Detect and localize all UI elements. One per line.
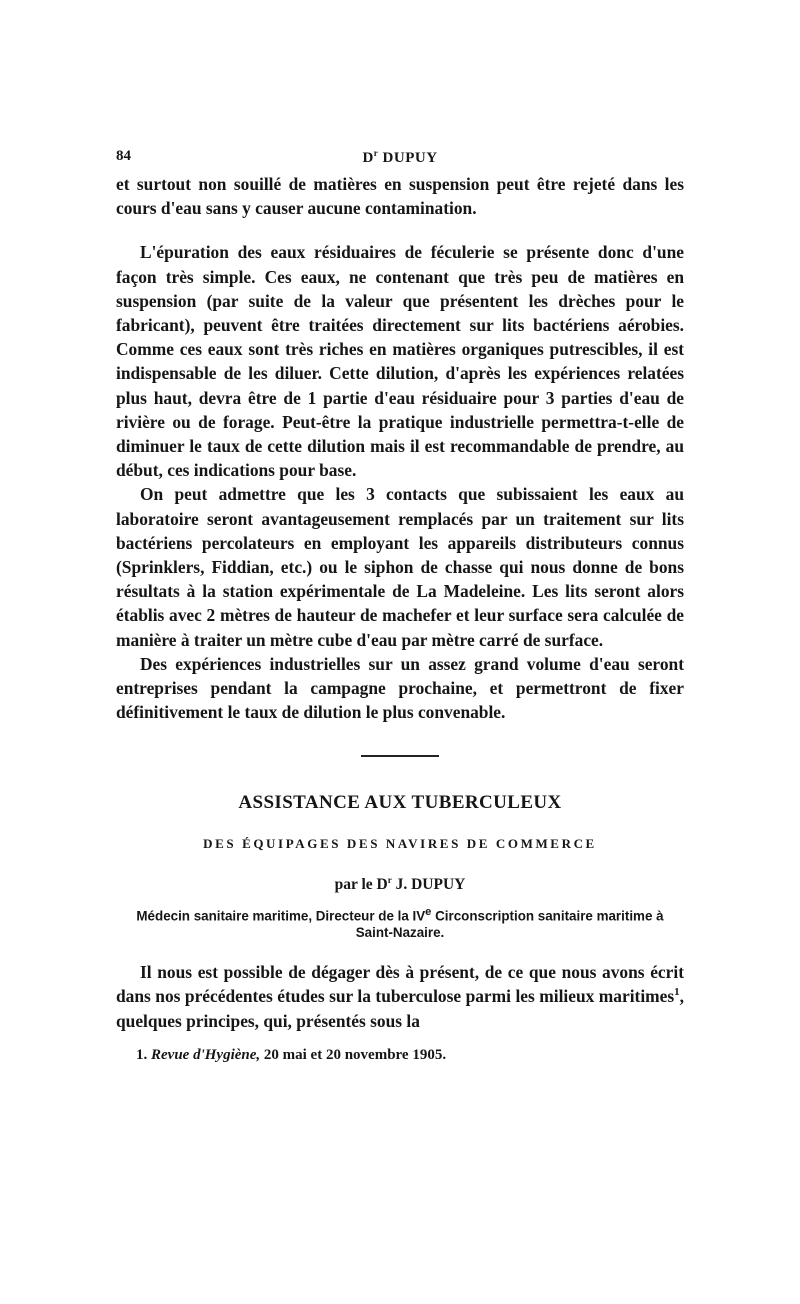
footnote-reference: 1 <box>674 986 680 999</box>
article-byline: par le $D^r$ J. DUPUY <box>334 875 466 894</box>
footnote-journal: Revue d'Hygiène, <box>151 1046 261 1063</box>
article-title: ASSISTANCE AUX TUBERCULEUX <box>238 792 562 814</box>
article-subtitle: DES ÉQUIPAGES DES NAVIRES DE COMMERCE <box>203 836 597 852</box>
paragraph-continuation: et surtout non souillé de matières en suspension peut être rejeté dans les cours d'eau sans y causer aucune contamination. <box>116 174 684 219</box>
running-head-author: $D^r$ DUPUY <box>362 148 438 166</box>
document-page <box>116 148 684 1065</box>
running-head <box>116 148 684 172</box>
author-affiliation: Médecin sanitaire maritime, Directeur de la IVe Circonscription sanitaire maritime à Saint-Nazaire. <box>136 905 664 941</box>
paragraph-contacts: On peut admettre que les 3 contacts que subissaient les eaux au laboratoire seront avantageusement remplacés par un traitement sur lits bactériens percolateurs en employant les appareils distributeurs connus (Sprinklers, Fiddian, etc.) ou le siphon de chasse qui nous donne de bons résultats à la station expérimentale de La Madeleine. Les lits seront alors établis avec 2 mètres de hauteur de machefer et leur surface sera calculée de manière à traiter un mètre cube d'eau par mètre carré de surface. <box>116 484 684 650</box>
paragraph-gap <box>116 220 684 240</box>
footnote-text: 20 mai et 20 novembre 1905. <box>260 1046 447 1063</box>
article-body-paragraph: Il nous est possible de dégager dès à présent, de ce que nous avons écrit dans nos précédentes études sur la tuberculose parmi les milieux maritimes$^1$, quelques principes, qui, présentés sous la <box>116 962 684 1031</box>
section-divider <box>361 755 439 757</box>
paragraph-epuration: L'épuration des eaux résiduaires de féculerie se présente donc d'une façon très simple. Ces eaux, ne contenant que très peu de matières en suspension (par suite de la valeur que présentent les drèches pour le fabricant), peuvent être traitées directement sur lits bactériens aérobies. Comme ces eaux sont très riches en matières organiques putrescibles, il est indispensable de les diluer. Cette dilution, d'après les expériences relatées plus haut, devra être de 1 partie d'eau résiduaire pour 3 parties d'eau de rivière ou de forage. Peut-être la pratique industrielle permettra-t-elle de diminuer le taux de cette dilution mais il est recommandable de prendre, au début, ces indications pour base. <box>116 242 684 481</box>
footnote <box>136 1045 684 1065</box>
page-number: 84 <box>116 148 131 164</box>
paragraph-experiences: Des expériences industrielles sur un assez grand volume d'eau seront entreprises pendant la campagne prochaine, et permettront de fixer définitivement le taux de dilution le plus convenable. <box>116 653 684 723</box>
footnote-number: 1. <box>136 1046 148 1063</box>
